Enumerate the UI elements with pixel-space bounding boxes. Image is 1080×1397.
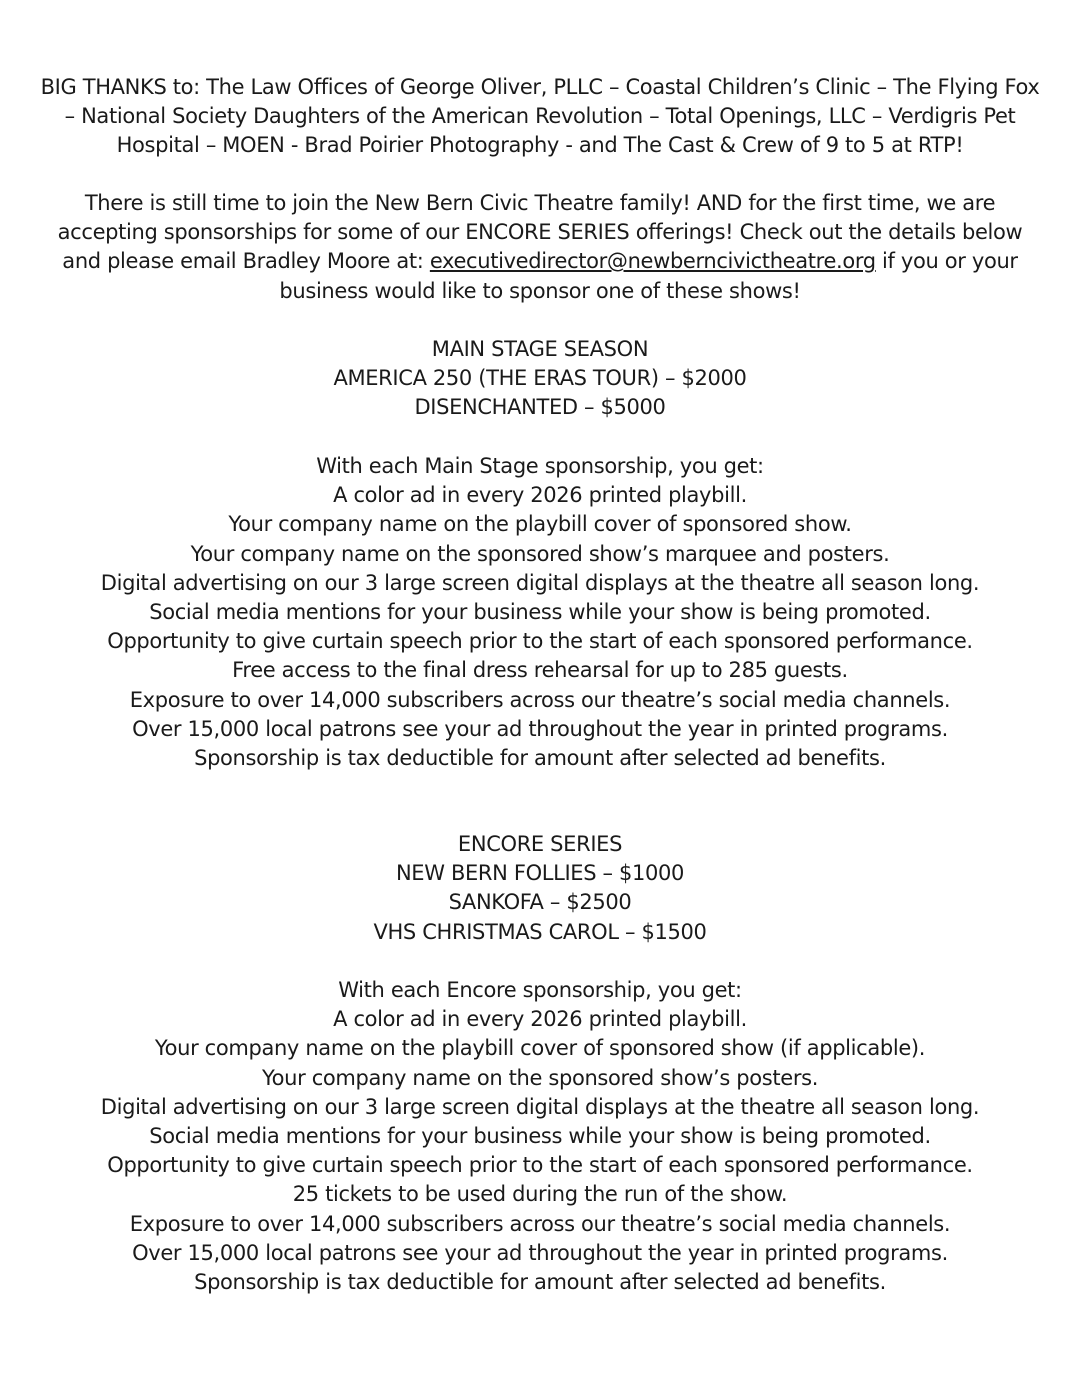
- benefit-item: Digital advertising on our 3 large screen digital displays at the theatre all season long.: [100, 570, 980, 595]
- benefit-item: Opportunity to give curtain speech prior to the start of each sponsored performance.: [107, 629, 973, 654]
- main-stage-show: DISENCHANTED – $5000: [414, 395, 666, 420]
- main-stage-benefits: [30, 452, 1050, 773]
- thanks-line: Hospital – MOEN - Brad Poirier Photography - and The Cast & Crew of 9 to 5 at RTP!: [116, 133, 964, 158]
- benefit-item: Sponsorship is tax deductible for amount after selected ad benefits.: [194, 1270, 886, 1295]
- intro-line-with-email: [30, 247, 1050, 276]
- benefit-item: Over 15,000 local patrons see your ad throughout the year in printed programs.: [132, 1240, 948, 1265]
- benefit-item: Opportunity to give curtain speech prior to the start of each sponsored performance.: [107, 1153, 973, 1178]
- intro-paragraph: [30, 189, 1050, 306]
- thanks-line: – National Society Daughters of the American Revolution – Total Openings, LLC – Verdigris Pet: [64, 104, 1016, 129]
- thanks-line: BIG THANKS to: The Law Offices of George Oliver, PLLC – Coastal Children’s Clinic – The Flying Fox: [40, 75, 1040, 99]
- encore-heading: ENCORE SERIES: [457, 832, 623, 856]
- benefit-item: Your company name on the playbill cover of sponsored show (if applicable).: [154, 1036, 926, 1061]
- intro-line-suffix: if you or your: [875, 249, 1018, 274]
- intro-line: business would like to sponsor one of these shows!: [279, 278, 801, 303]
- thanks-paragraph: [30, 73, 1050, 161]
- email-link[interactable]: executivedirector@newberncivictheatre.org: [429, 249, 876, 274]
- intro-line: There is still time to join the New Bern Civic Theatre family! AND for the first time, we are: [84, 191, 996, 215]
- benefit-item: Exposure to over 14,000 subscribers across our theatre’s social media channels.: [129, 687, 951, 712]
- encore-benefits: [30, 976, 1050, 1297]
- intro-line-prefix: and please email Bradley Moore at:: [62, 249, 430, 274]
- benefit-item: Your company name on the sponsored show’s marquee and posters.: [190, 541, 890, 566]
- benefit-item: Your company name on the playbill cover of sponsored show.: [228, 512, 852, 537]
- main-stage-show: AMERICA 250 (THE ERAS TOUR) – $2000: [333, 366, 747, 391]
- benefit-item: Your company name on the sponsored show’s posters.: [261, 1065, 819, 1090]
- main-stage-section: [30, 335, 1050, 423]
- encore-show: VHS CHRISTMAS CAROL – $1500: [373, 919, 707, 944]
- encore-section: [30, 830, 1050, 947]
- benefit-item: 25 tickets to be used during the run of the show.: [292, 1182, 788, 1207]
- benefit-item: A color ad in every 2026 printed playbill.: [333, 1007, 747, 1032]
- benefit-item: Free access to the final dress rehearsal for up to 285 guests.: [232, 658, 848, 683]
- main-stage-heading: MAIN STAGE SEASON: [431, 337, 649, 361]
- benefit-item: Social media mentions for your business while your show is being promoted.: [149, 600, 931, 625]
- benefit-item: Digital advertising on our 3 large screen digital displays at the theatre all season long.: [100, 1094, 980, 1119]
- benefit-item: Over 15,000 local patrons see your ad throughout the year in printed programs.: [132, 716, 948, 741]
- benefit-item: Social media mentions for your business while your show is being promoted.: [149, 1124, 931, 1149]
- benefit-item: Sponsorship is tax deductible for amount after selected ad benefits.: [194, 746, 886, 771]
- benefit-item: Exposure to over 14,000 subscribers across our theatre’s social media channels.: [129, 1211, 951, 1236]
- encore-show: SANKOFA – $2500: [448, 890, 632, 915]
- main-stage-benefits-heading: With each Main Stage sponsorship, you get:: [316, 454, 764, 478]
- benefit-item: A color ad in every 2026 printed playbill.: [333, 483, 747, 508]
- encore-show: NEW BERN FOLLIES – $1000: [395, 861, 685, 886]
- intro-line: accepting sponsorships for some of our ENCORE SERIES offerings! Check out the details below: [57, 220, 1023, 245]
- encore-benefits-heading: With each Encore sponsorship, you get:: [338, 978, 742, 1002]
